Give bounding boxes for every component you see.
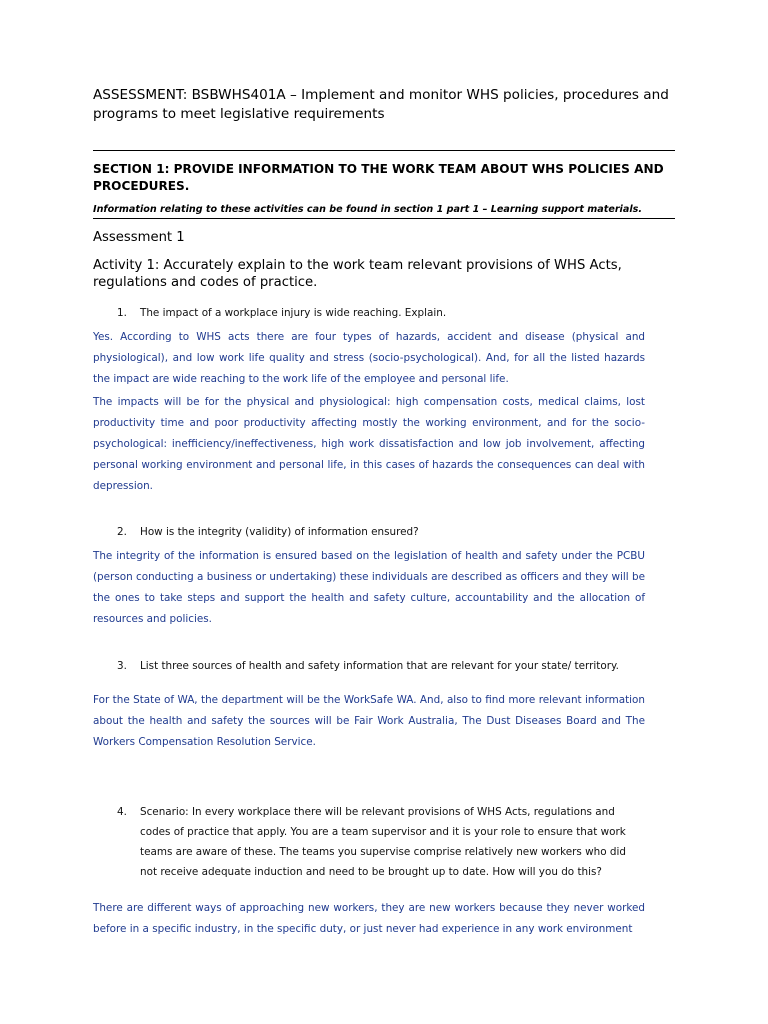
note-divider (93, 218, 675, 219)
title-divider (93, 150, 675, 151)
question-3 (117, 656, 637, 676)
question-text: The impact of a workplace injury is wide reaching. Explain. (140, 307, 447, 319)
document-page (93, 0, 675, 1024)
answer-3-paragraph-1: For the State of WA, the department will be the WorkSafe WA. And, also to find more relevant information about the health and safety the sources will be Fair Work Australia, The Dust Diseases Board and The Workers Compensation Resolution Service. (93, 694, 645, 748)
answer-4-paragraph-1: There are different ways of approaching new workers, they are new workers because they never worked before in a specific industry, in the specific duty, or just never had experience in any work environment (93, 902, 645, 935)
answer-2-paragraph-1: The integrity of the information is ensured based on the legislation of health and safety under the PCBU (person conducting a business or undertaking) these individuals are described as officers and they will be the ones to take steps and support the health and safety culture, accountability and the allocation of resources and policies. (93, 550, 645, 625)
question-2 (117, 522, 637, 542)
info-note: Information relating to these activities can be found in section 1 part 1 – Learning support materials. (93, 204, 642, 215)
question-4 (117, 802, 637, 882)
question-text: Scenario: In every workplace there will be relevant provisions of WHS Acts, regulations and codes of practice that apply. You are a team supervisor and it is your role to ensure that work teams are aware of these. The teams you supervise comprise relatively new workers who did not receive adequate induction and need to be brought up to date. How will you do this? (140, 806, 626, 878)
assessment-label: Assessment 1 (93, 230, 185, 245)
answer-1-paragraph-2: The impacts will be for the physical and physiological: high compensation costs, medical claims, lost productivity time and poor productivity affecting mostly the working environment, and for the socio-psychological: inefficiency/ineffectiveness, high work dissatisfaction and low job involvement, affecting personal working environment and personal life, in this cases of hazards the consequences can deal with depression. (93, 396, 645, 492)
question-number: 3. (117, 660, 127, 672)
answer-1-paragraph-1: Yes. According to WHS acts there are four types of hazards, accident and disease (physical and physiological), and low work life quality and stress (socio-psychological). And, for all the listed hazards the impact are wide reaching to the work life of the employee and personal life. (93, 331, 645, 385)
document-title: ASSESSMENT: BSBWHS401A – Implement and monitor WHS policies, procedures and programs to meet legislative requirements (93, 87, 669, 122)
question-text: How is the integrity (validity) of information ensured? (140, 526, 419, 538)
question-1 (117, 303, 637, 323)
activity-title: Activity 1: Accurately explain to the work team relevant provisions of WHS Acts, regulations and codes of practice. (93, 258, 622, 290)
question-number: 2. (117, 526, 127, 538)
question-text: List three sources of health and safety information that are relevant for your state/ territory. (140, 660, 619, 672)
question-number: 4. (117, 806, 127, 818)
question-number: 1. (117, 307, 127, 319)
section-heading: SECTION 1: PROVIDE INFORMATION TO THE WORK TEAM ABOUT WHS POLICIES AND PROCEDURES. (93, 162, 664, 193)
